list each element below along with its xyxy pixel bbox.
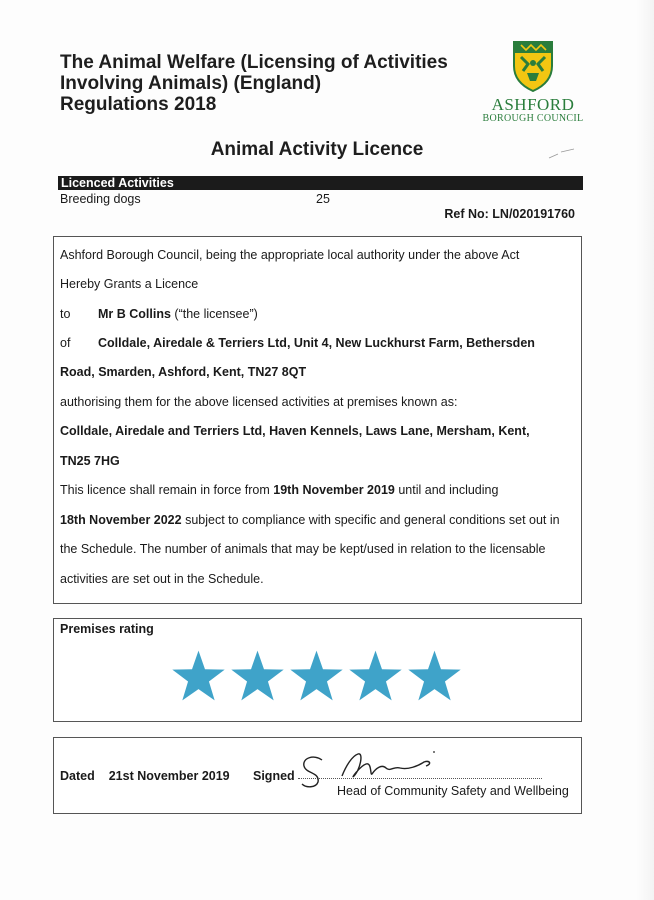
licence-details-box [53,236,582,604]
schedule-text-1: the Schedule. The number of animals that may be kept/used in relation to the licensable [60,542,546,556]
licensee-suffix: (“the licensee”) [174,307,258,321]
activity-count: 25 [316,192,330,206]
rating-stars [171,649,466,709]
logo-subtitle: BOROUGH COUNCIL [482,113,584,124]
force-prefix: This licence shall remain in force from [60,483,270,497]
to-label: to [60,307,71,321]
validity-line [60,483,498,497]
licensee-address-line-1 [60,336,535,350]
star-icon [407,649,462,704]
council-logo [478,40,588,124]
premises-address-1: Colldale, Airedale and Terriers Ltd, Haven Kennels, Laws Lane, Mersham, Kent, [60,424,530,438]
grant-authority-line: Ashford Borough Council, being the appropriate local authority under the above Act [60,248,520,262]
start-date: 19th November 2019 [273,483,395,497]
signature-box [53,737,582,814]
premises-address-2: TN25 7HG [60,454,120,468]
dated-label: Dated [60,769,95,783]
title-line-2: Involving Animals) (England) [60,73,322,94]
grant-line: Hereby Grants a Licence [60,277,199,291]
star-icon [348,649,403,704]
conditions-text: subject to compliance with specific and general conditions set out in [185,513,560,527]
premises-rating-box [53,618,582,722]
end-date: 18th November 2022 [60,513,182,527]
signed-label: Signed [253,769,295,783]
star-icon [289,649,344,704]
premises-rating-label: Premises rating [60,622,154,636]
force-mid: until and including [398,483,499,497]
signatory-role: Head of Community Safety and Wellbeing [337,784,569,798]
end-date-line [60,513,560,527]
council-crest-icon [512,40,554,92]
scan-edge-shadow [636,0,654,900]
licensee-name: Mr B Collins [98,307,171,321]
activity-name: Breeding dogs [60,192,141,206]
title-line-1: The Animal Welfare (Licensing of Activities [60,52,448,73]
schedule-text-2: activities are set out in the Schedule. [60,572,264,586]
of-label: of [60,336,71,350]
regulations-title [60,52,470,115]
activities-header-bar: Licenced Activities [58,176,583,190]
document-title: Animal Activity Licence [210,139,424,160]
licensee-address-1: Colldale, Airedale & Terriers Ltd, Unit 4, New Luckhurst Farm, Bethersden [98,336,535,350]
star-icon [230,649,285,704]
title-line-3: Regulations 2018 [60,94,217,115]
star-icon [171,649,226,704]
licensee-line [60,307,258,321]
authorising-text: authorising them for the above licensed activities at premises known as: [60,395,458,409]
logo-name: ASHFORD [491,95,575,114]
dated-line [60,769,230,783]
reference-number: Ref No: LN/020191760 [444,207,575,221]
licensee-address-2: Road, Smarden, Ashford, Kent, TN27 8QT [60,365,307,379]
signature-date: 21st November 2019 [108,769,230,783]
